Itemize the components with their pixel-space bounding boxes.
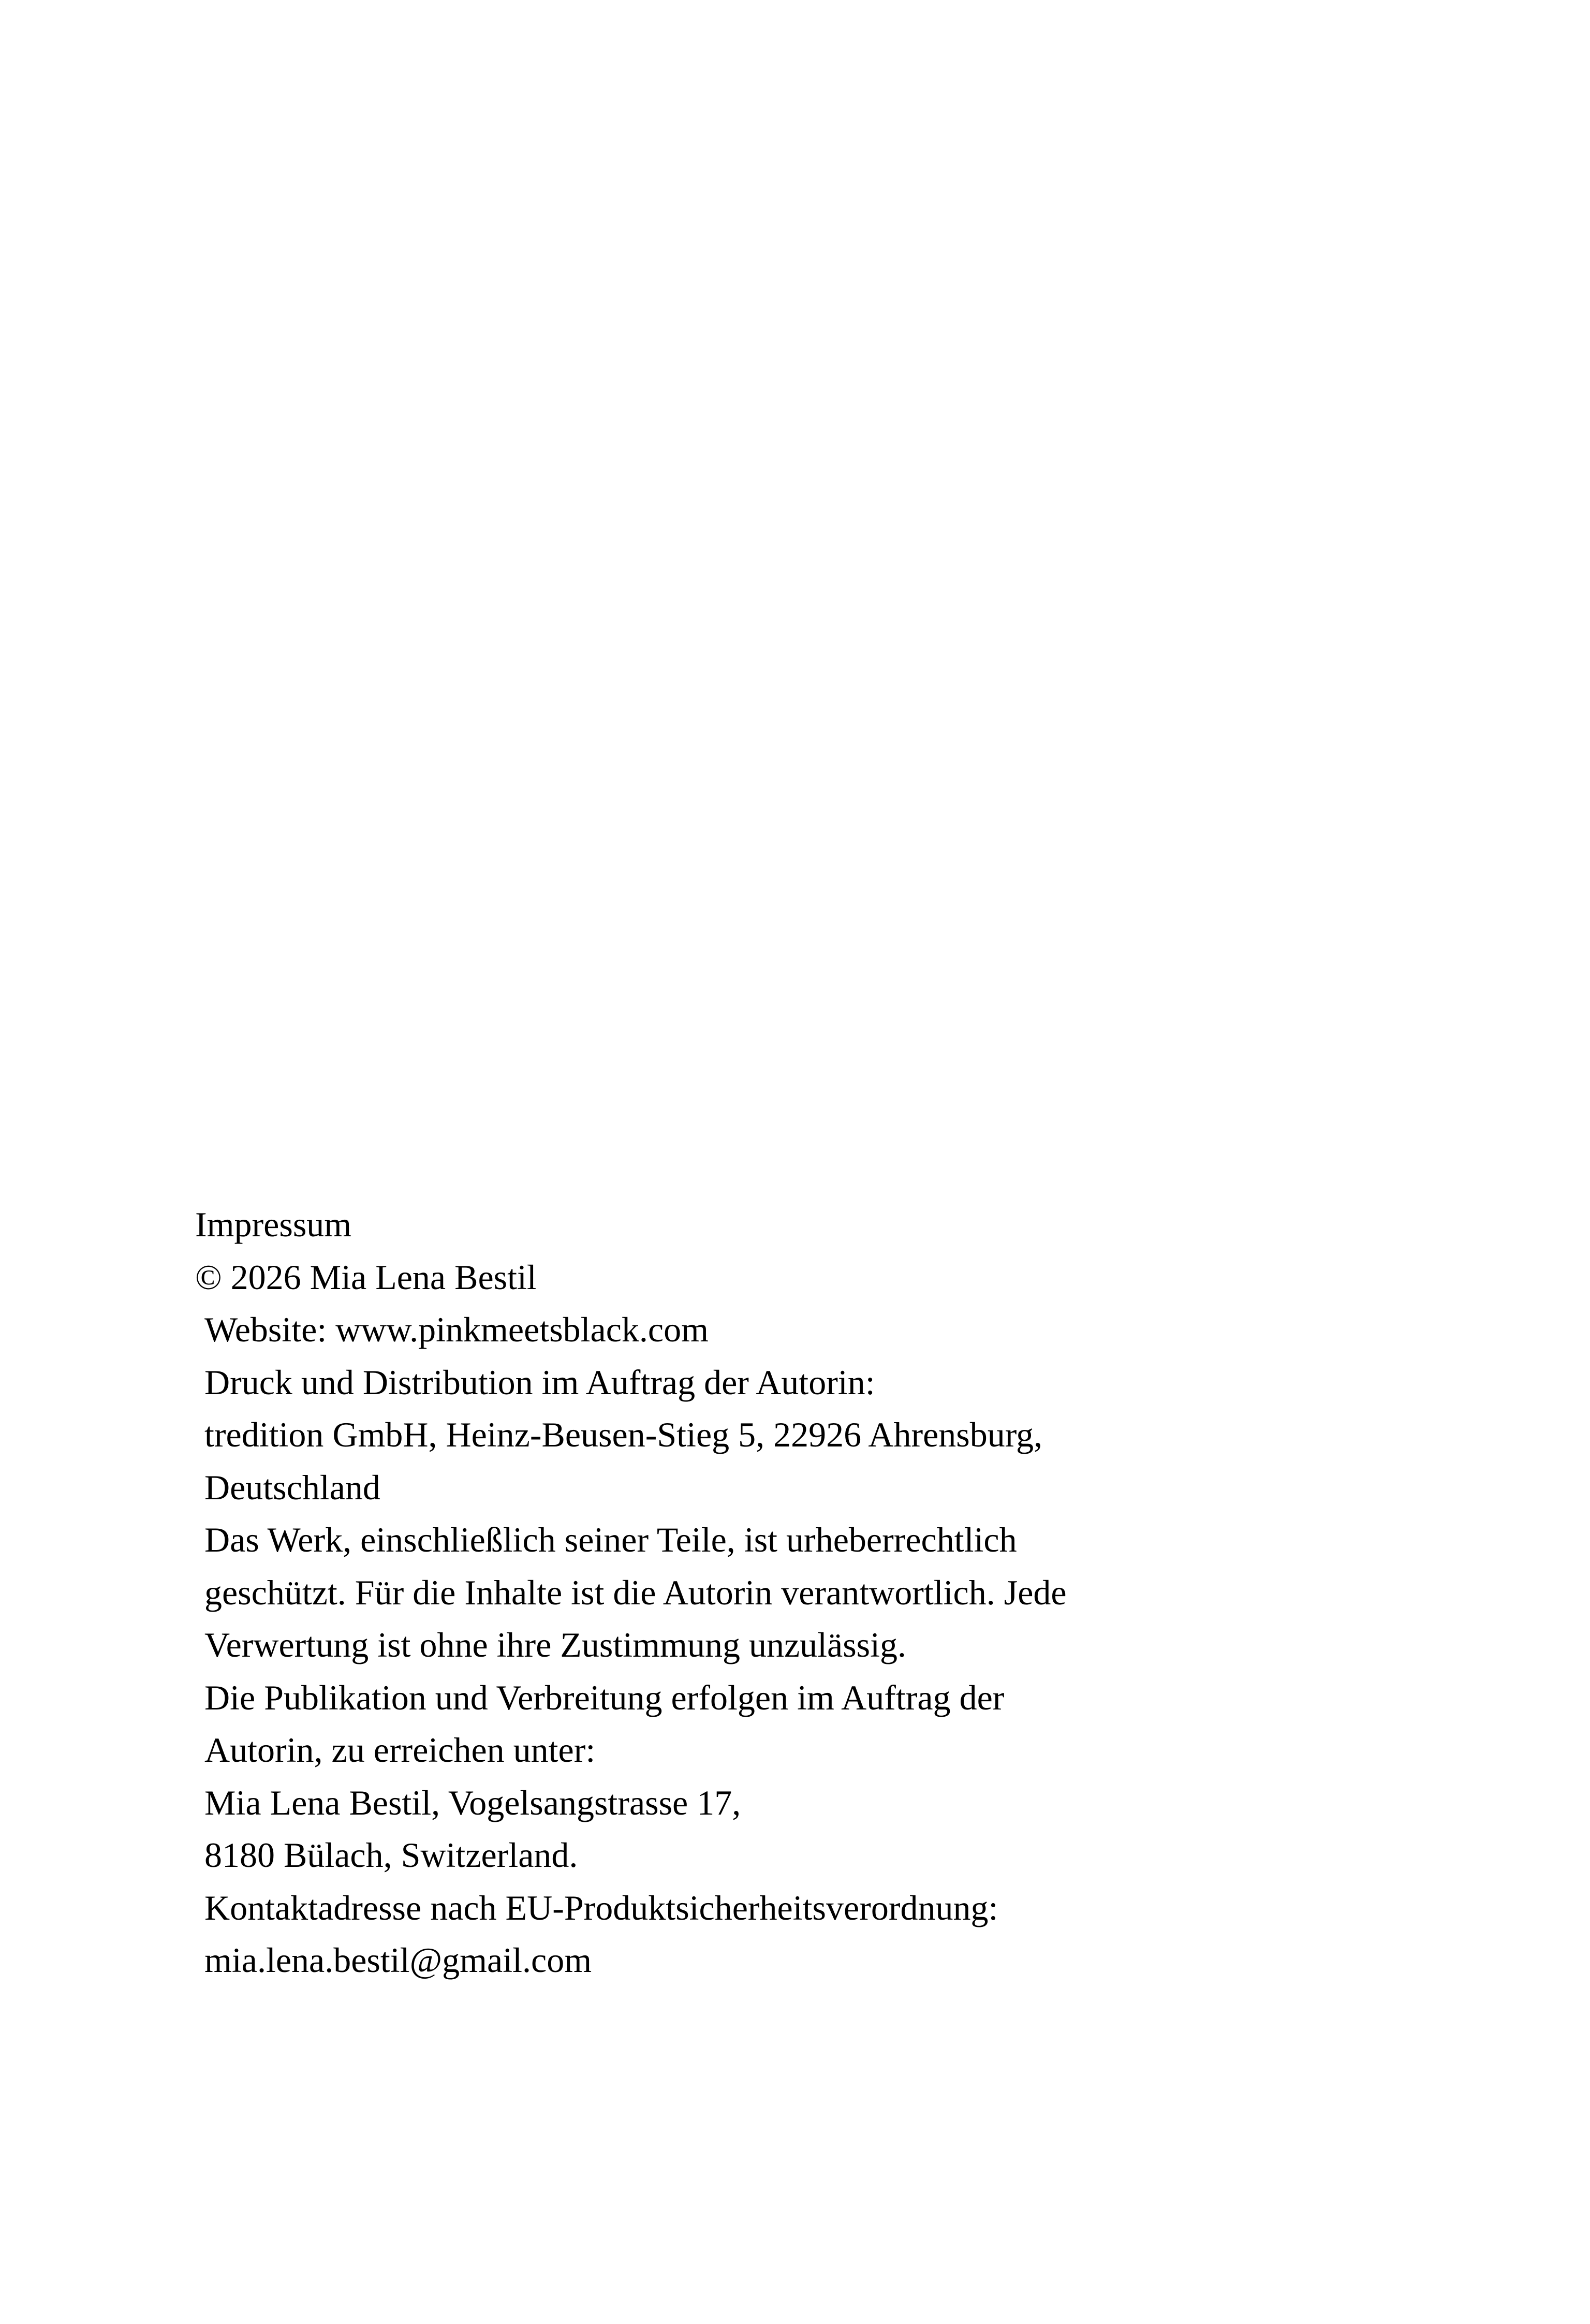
imprint-block <box>195 1198 1437 1987</box>
contact-email: mia.lena.bestil@gmail.com <box>204 1940 592 1980</box>
rights-text-line-3: Verwertung ist ohne ihre Zustimmung unzulässig. <box>204 1625 907 1664</box>
rights-text-line-2: geschützt. Für die Inhalte ist die Autorin verantwortlich. Jede <box>204 1572 1067 1612</box>
publication-text-line-1: Die Publikation und Verbreitung erfolgen im Auftrag der <box>204 1677 1005 1717</box>
website-line: Website: www.pinkmeetsblack.com <box>204 1310 709 1349</box>
contact-label: Kontaktadresse nach EU-Produktsicherheitsverordnung: <box>204 1888 998 1927</box>
author-address-line-2: 8180 Bülach, Switzerland. <box>204 1835 578 1875</box>
imprint-heading: Impressum <box>195 1205 352 1244</box>
copyright-notice: © 2026 Mia Lena Bestil <box>195 1257 537 1297</box>
rights-text-line-1: Das Werk, einschließlich seiner Teile, ist urheberrechtlich <box>204 1520 1017 1559</box>
author-address-line-1: Mia Lena Bestil, Vogelsangstrasse 17, <box>204 1782 741 1822</box>
publication-text-line-2: Autorin, zu erreichen unter: <box>204 1730 596 1770</box>
publisher-country-line: Deutschland <box>204 1467 380 1507</box>
printing-distribution-line: Druck und Distribution im Auftrag der Autorin: <box>204 1362 875 1402</box>
publisher-address-line: tredition GmbH, Heinz-Beusen-Stieg 5, 22926 Ahrensburg, <box>204 1415 1043 1454</box>
